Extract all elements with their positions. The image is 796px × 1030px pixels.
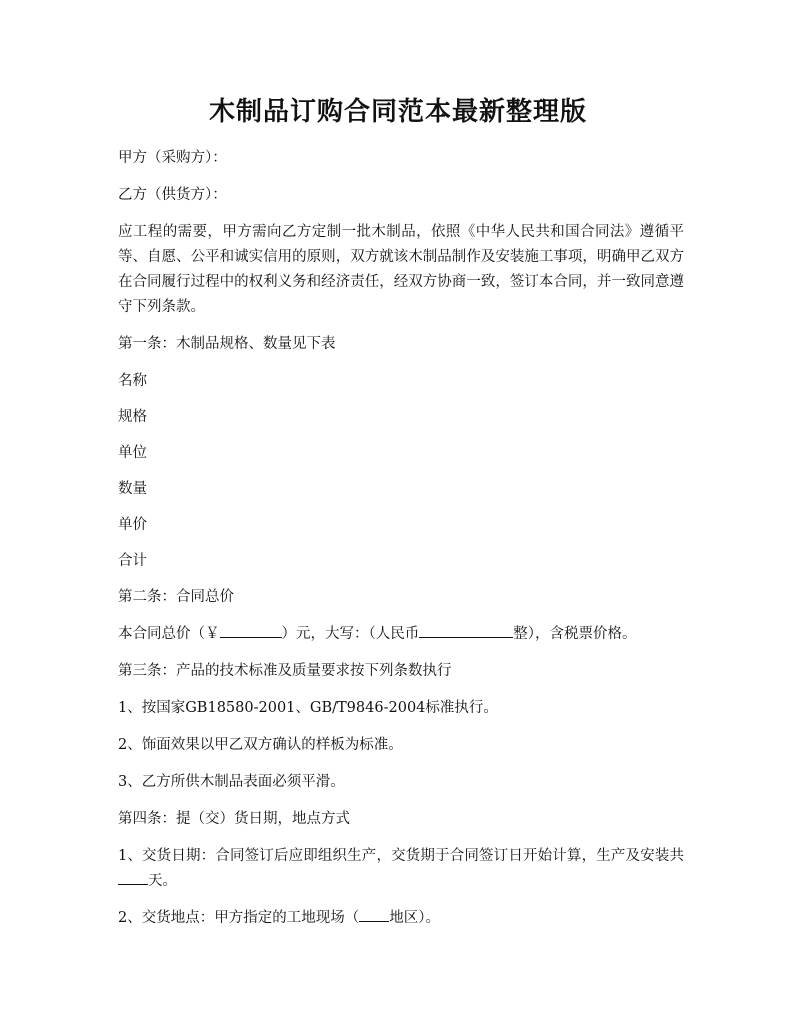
field-spec: 规格	[118, 409, 147, 425]
article-3-item: 3、乙方所供木制品表面必须平滑。	[118, 774, 345, 790]
delivery-date-line	[118, 844, 684, 894]
delivery-date-prefix: 1、交货日期：合同签订后应即组织生产，交货期于合同签订日开始计算，生产及安装共	[118, 848, 684, 864]
party-a-line: 甲方（采购方）：	[118, 150, 227, 166]
article-1-heading: 第一条：木制品规格、数量见下表	[118, 336, 336, 352]
total-prefix: 本合同总价（￥	[118, 626, 220, 642]
intro-paragraph: 应工程的需要，甲方需向乙方定制一批木制品，依照《中华人民共和国合同法》遵循平等、自愿、公平和诚实信用的原则，双方就该木制品制作及安装施工事项，明确甲乙双方在合同履行过程中的权利义务和经济责任，经双方协商一致，签订本合同，并一致同意遵守下列条款。	[118, 224, 684, 315]
article-3-item: 2、饰面效果以甲乙双方确认的样板为标准。	[118, 737, 403, 753]
total-middle: ）元，大写：（人民币	[281, 626, 420, 642]
field-unit-price: 单价	[118, 517, 147, 533]
field-unit: 单位	[118, 445, 147, 461]
document-title: 木制品订购合同范本最新整理版	[208, 97, 587, 127]
document-body	[118, 146, 684, 943]
total-words-blank	[419, 622, 513, 638]
field-total: 合计	[118, 553, 147, 569]
delivery-place-line	[118, 906, 684, 931]
field-name: 名称	[118, 373, 147, 389]
total-suffix: 整），含税票价格。	[513, 626, 637, 642]
delivery-days-blank	[118, 869, 148, 885]
delivery-date-suffix: 天。	[148, 873, 177, 889]
delivery-place-prefix: 2、交货地点：甲方指定的工地现场（	[118, 910, 360, 926]
article-3-item: 1、按国家GB18580-2001、GB/T9846-2004标准执行。	[118, 700, 498, 716]
article-2-heading: 第二条：合同总价	[118, 589, 234, 605]
article-3-heading: 第三条：产品的技术标准及质量要求按下列条数执行	[118, 663, 452, 679]
delivery-region-blank	[359, 906, 389, 922]
total-amount-blank	[220, 622, 282, 638]
party-b-line: 乙方（供货方）：	[118, 187, 227, 203]
delivery-place-suffix: 地区）。	[389, 910, 440, 926]
article-4-heading: 第四条：提（交）货日期，地点方式	[118, 811, 350, 827]
field-quantity: 数量	[118, 481, 147, 497]
contract-total-line	[118, 622, 684, 647]
